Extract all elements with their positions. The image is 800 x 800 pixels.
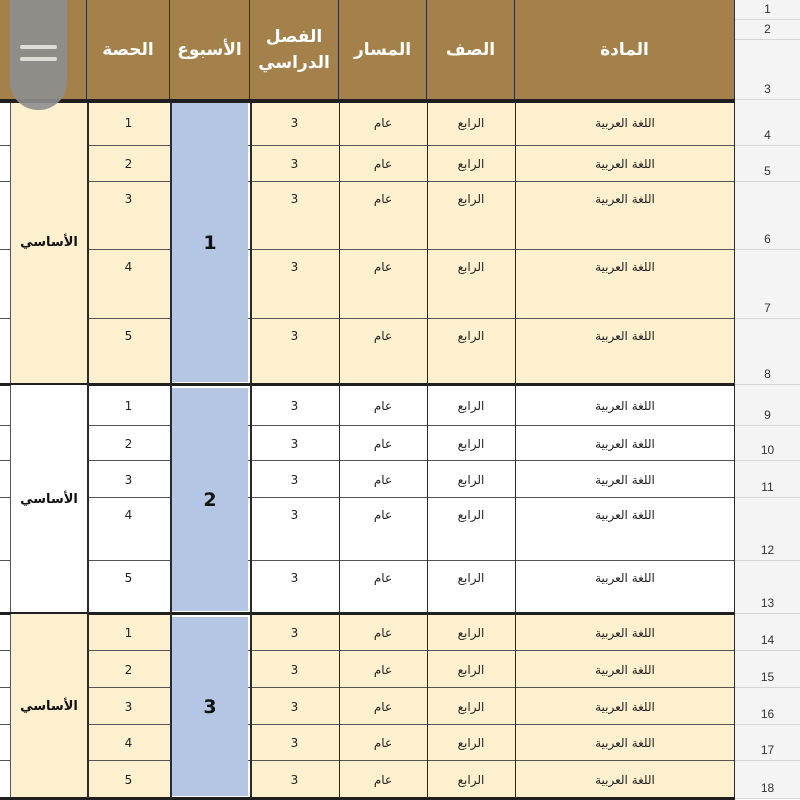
cell-period-text: 5 <box>124 329 133 343</box>
cell-period-text: 4 <box>124 508 133 522</box>
cell-period[interactable] <box>87 461 170 498</box>
cell-semester-text: 3 <box>290 773 299 787</box>
cell-semester[interactable] <box>250 561 339 614</box>
header-bottom-border <box>0 99 735 103</box>
cell-track-text: عام <box>373 508 393 522</box>
cell-grade-text: الرابع <box>457 699 485 714</box>
header-grade-label: الصف <box>445 40 496 60</box>
cell-period[interactable] <box>87 498 170 561</box>
level-cell[interactable] <box>10 385 87 614</box>
cell-semester[interactable] <box>250 182 339 250</box>
cell-grade[interactable] <box>427 561 515 614</box>
cell-period[interactable] <box>87 761 170 799</box>
cell-period-text: 5 <box>124 773 133 787</box>
row-number[interactable]: 15 <box>735 651 800 688</box>
cell-semester[interactable] <box>250 385 339 426</box>
cell-semester-text: 3 <box>290 699 299 714</box>
cell-period-text: 1 <box>124 398 133 413</box>
header-subject-label: المادة <box>600 40 649 60</box>
row-number[interactable]: 10 <box>735 426 800 461</box>
column-gridline <box>250 100 252 799</box>
cell-grade-text: الرابع <box>457 192 485 206</box>
cell-track[interactable] <box>339 761 427 799</box>
cell-grade[interactable] <box>427 182 515 250</box>
cell-grade[interactable] <box>427 461 515 498</box>
row-number[interactable]: 7 <box>735 250 800 319</box>
hamburger-menu-icon[interactable] <box>10 0 67 110</box>
cell-semester[interactable] <box>250 461 339 498</box>
column-gridline <box>427 100 428 799</box>
header-period-label: الحصة <box>102 40 154 60</box>
level-cell-text: الأساسي <box>20 235 78 250</box>
cell-subject-text: اللغة العربية <box>595 625 655 640</box>
week-cell[interactable] <box>172 617 248 796</box>
cell-semester-text: 3 <box>290 571 299 585</box>
row-number[interactable]: 16 <box>735 688 800 725</box>
column-gridline <box>87 100 89 799</box>
cell-subject-text: اللغة العربية <box>595 260 655 274</box>
cell-subject[interactable] <box>515 461 735 498</box>
cell-track[interactable] <box>339 725 427 761</box>
week-separator <box>0 383 735 386</box>
cell-track-text: عام <box>373 436 393 451</box>
cell-grade[interactable] <box>427 725 515 761</box>
left-edge-gridline <box>0 650 10 651</box>
cell-period-text: 2 <box>124 157 133 171</box>
cell-track[interactable] <box>339 250 427 319</box>
cell-period-text: 1 <box>124 116 133 130</box>
cell-subject[interactable] <box>515 561 735 614</box>
cell-track[interactable] <box>339 688 427 725</box>
cell-subject[interactable] <box>515 146 735 182</box>
cell-subject-text: اللغة العربية <box>595 571 655 585</box>
cell-subject-text: اللغة العربية <box>595 662 655 677</box>
column-gridline <box>515 100 516 799</box>
cell-period-text: 4 <box>124 736 133 750</box>
cell-semester-text: 3 <box>290 398 299 413</box>
cell-grade-text: الرابع <box>457 116 485 130</box>
cell-grade[interactable] <box>427 651 515 688</box>
cell-track-text: عام <box>373 260 393 274</box>
cell-period[interactable] <box>87 651 170 688</box>
header-period[interactable] <box>87 0 170 100</box>
row-number[interactable]: 17 <box>735 725 800 761</box>
cell-grade[interactable] <box>427 100 515 146</box>
cell-semester-text: 3 <box>290 625 299 640</box>
cell-track[interactable] <box>339 426 427 461</box>
row-number[interactable]: 5 <box>735 146 800 182</box>
cell-subject[interactable] <box>515 250 735 319</box>
cell-subject[interactable] <box>515 100 735 146</box>
header-track[interactable] <box>339 0 427 100</box>
cell-period[interactable] <box>87 614 170 651</box>
cell-semester-text: 3 <box>290 192 299 206</box>
cell-track-text: عام <box>373 192 393 206</box>
cell-period[interactable] <box>87 319 170 385</box>
row-number[interactable]: 11 <box>735 461 800 498</box>
cell-period[interactable] <box>87 688 170 725</box>
header-subject[interactable] <box>515 0 735 100</box>
cell-grade-text: الرابع <box>457 472 485 487</box>
cell-subject-text: اللغة العربية <box>595 508 655 522</box>
cell-period-text: 5 <box>124 571 133 585</box>
cell-grade-text: الرابع <box>457 508 485 522</box>
cell-period[interactable] <box>87 250 170 319</box>
cell-subject[interactable] <box>515 498 735 561</box>
cell-grade-text: الرابع <box>457 260 485 274</box>
cell-period[interactable] <box>87 725 170 761</box>
cell-track-text: عام <box>373 329 393 343</box>
cell-grade-text: الرابع <box>457 157 485 171</box>
cell-subject[interactable] <box>515 426 735 461</box>
cell-track[interactable] <box>339 182 427 250</box>
cell-semester[interactable] <box>250 761 339 799</box>
cell-period[interactable] <box>87 385 170 426</box>
cell-grade-text: الرابع <box>457 436 485 451</box>
cell-semester-text: 3 <box>290 329 299 343</box>
cell-grade-text: الرابع <box>457 773 485 787</box>
cell-subject[interactable] <box>515 385 735 426</box>
week-separator <box>0 612 735 615</box>
cell-subject-text: اللغة العربية <box>595 116 655 130</box>
cell-subject[interactable] <box>515 319 735 385</box>
cell-semester-text: 3 <box>290 260 299 274</box>
cell-period[interactable] <box>87 426 170 461</box>
cell-period-text: 2 <box>124 662 133 677</box>
cell-track[interactable] <box>339 146 427 182</box>
cell-period-text: 3 <box>124 192 133 206</box>
cell-grade[interactable] <box>427 688 515 725</box>
cell-track-text: عام <box>373 472 393 487</box>
week-cell-text: 1 <box>203 231 217 254</box>
cell-period[interactable] <box>87 561 170 614</box>
cell-semester[interactable] <box>250 426 339 461</box>
cell-subject[interactable] <box>515 614 735 651</box>
cell-track[interactable] <box>339 385 427 426</box>
row-number[interactable]: 1 <box>735 0 800 20</box>
cell-semester-text: 3 <box>290 157 299 171</box>
row-number[interactable]: 3 <box>735 40 800 100</box>
cell-subject[interactable] <box>515 761 735 799</box>
left-edge-gridline <box>0 249 10 250</box>
cell-grade-text: الرابع <box>457 398 485 413</box>
cell-grade[interactable] <box>427 250 515 319</box>
cell-period[interactable] <box>87 100 170 146</box>
cell-semester[interactable] <box>250 725 339 761</box>
cell-track[interactable] <box>339 498 427 561</box>
row-number[interactable]: 4 <box>735 100 800 146</box>
header-track-label: المسار <box>353 40 412 60</box>
cell-grade-text: الرابع <box>457 736 485 750</box>
cell-track-text: عام <box>373 571 393 585</box>
row-number[interactable]: 12 <box>735 498 800 561</box>
column-gridline <box>170 100 172 799</box>
week-cell-text: 3 <box>203 695 217 718</box>
cell-period-text: 2 <box>124 436 133 451</box>
cell-period-text: 3 <box>124 472 133 487</box>
header-semester-label-1: الفصل <box>265 27 323 47</box>
left-edge-gridline <box>0 724 10 725</box>
cell-grade[interactable] <box>427 385 515 426</box>
cell-subject[interactable] <box>515 182 735 250</box>
cell-track-text: عام <box>373 157 393 171</box>
cell-subject-text: اللغة العربية <box>595 472 655 487</box>
cell-subject-text: اللغة العربية <box>595 736 655 750</box>
menu-bar-bottom <box>20 57 57 61</box>
row-number[interactable]: 6 <box>735 182 800 250</box>
header-semester-label-2: الدراسي <box>258 53 330 73</box>
cell-semester-text: 3 <box>290 116 299 130</box>
cell-subject[interactable] <box>515 688 735 725</box>
row-number[interactable]: 18 <box>735 761 800 799</box>
cell-track[interactable] <box>339 651 427 688</box>
cell-track-text: عام <box>373 662 393 677</box>
cell-track-text: عام <box>373 773 393 787</box>
cell-period-text: 1 <box>124 625 133 640</box>
level-cell[interactable] <box>10 100 87 385</box>
cell-period[interactable] <box>87 182 170 250</box>
left-edge-gridline <box>0 181 10 182</box>
cell-subject-text: اللغة العربية <box>595 157 655 171</box>
cell-period-text: 4 <box>124 260 133 274</box>
cell-subject-text: اللغة العربية <box>595 436 655 451</box>
cell-track[interactable] <box>339 319 427 385</box>
cell-semester[interactable] <box>250 614 339 651</box>
cell-subject[interactable] <box>515 725 735 761</box>
row-number[interactable]: 13 <box>735 561 800 614</box>
left-edge-gridline <box>0 318 10 319</box>
cell-semester-text: 3 <box>290 736 299 750</box>
left-edge-gridline <box>0 497 10 498</box>
cell-grade[interactable] <box>427 426 515 461</box>
cell-period-text: 3 <box>124 699 133 714</box>
cell-semester-text: 3 <box>290 508 299 522</box>
week-cell[interactable] <box>172 103 248 382</box>
left-edge-gridline <box>0 145 10 146</box>
cell-subject-text: اللغة العربية <box>595 192 655 206</box>
cell-semester-text: 3 <box>290 472 299 487</box>
level-cell[interactable] <box>10 614 87 799</box>
cell-grade-text: الرابع <box>457 662 485 677</box>
cell-subject[interactable] <box>515 651 735 688</box>
left-edge-gridline <box>0 460 10 461</box>
cell-semester[interactable] <box>250 250 339 319</box>
cell-subject-text: اللغة العربية <box>595 398 655 413</box>
row-number[interactable]: 2 <box>735 20 800 40</box>
cell-track-text: عام <box>373 116 393 130</box>
cell-semester[interactable] <box>250 100 339 146</box>
cell-subject-text: اللغة العربية <box>595 329 655 343</box>
cell-semester-text: 3 <box>290 436 299 451</box>
cell-grade[interactable] <box>427 146 515 182</box>
cell-track[interactable] <box>339 561 427 614</box>
row-number[interactable]: 14 <box>735 614 800 651</box>
menu-bar-top <box>20 45 57 49</box>
row-number[interactable]: 9 <box>735 385 800 426</box>
cell-semester-text: 3 <box>290 662 299 677</box>
level-cell-text: الأساسي <box>20 492 78 507</box>
cell-semester[interactable] <box>250 498 339 561</box>
cell-grade[interactable] <box>427 319 515 385</box>
header-week[interactable] <box>170 0 250 100</box>
row-number[interactable]: 8 <box>735 319 800 385</box>
header-week-label: الأسبوع <box>177 40 242 60</box>
cell-semester[interactable] <box>250 651 339 688</box>
cell-semester[interactable] <box>250 146 339 182</box>
left-edge-gridline <box>0 760 10 761</box>
week-cell-text: 2 <box>203 488 217 511</box>
week-cell[interactable] <box>172 388 248 611</box>
cell-subject-text: اللغة العربية <box>595 699 655 714</box>
cell-grade[interactable] <box>427 614 515 651</box>
cell-grade[interactable] <box>427 498 515 561</box>
cell-track-text: عام <box>373 699 393 714</box>
header-semester[interactable] <box>250 0 339 100</box>
cell-track[interactable] <box>339 100 427 146</box>
cell-track-text: عام <box>373 625 393 640</box>
cell-track[interactable] <box>339 461 427 498</box>
cell-track[interactable] <box>339 614 427 651</box>
cell-grade-text: الرابع <box>457 329 485 343</box>
cell-semester[interactable] <box>250 688 339 725</box>
cell-grade-text: الرابع <box>457 625 485 640</box>
cell-grade-text: الرابع <box>457 571 485 585</box>
level-cell-text: الأساسي <box>20 699 78 714</box>
cell-grade[interactable] <box>427 761 515 799</box>
header-grade[interactable] <box>427 0 515 100</box>
cell-period[interactable] <box>87 146 170 182</box>
left-edge-gridline <box>0 560 10 561</box>
left-edge-gridline <box>0 687 10 688</box>
cell-track-text: عام <box>373 736 393 750</box>
left-edge-gridline <box>0 425 10 426</box>
cell-semester[interactable] <box>250 319 339 385</box>
cell-subject-text: اللغة العربية <box>595 773 655 787</box>
cell-track-text: عام <box>373 398 393 413</box>
column-gridline <box>339 100 340 799</box>
